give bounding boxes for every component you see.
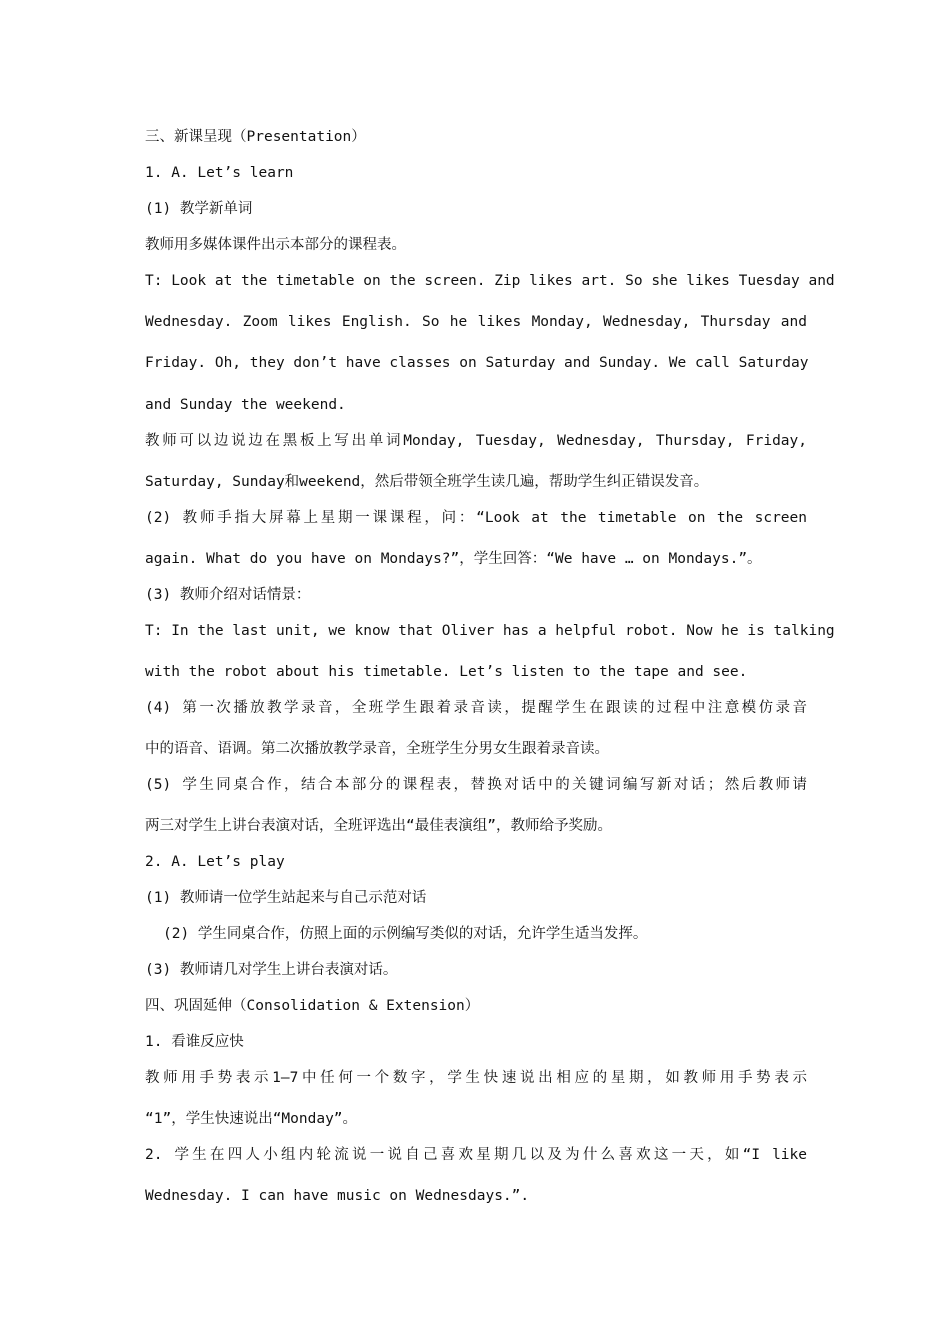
paragraph-line: again. What do you have on Mondays?”，学生回答：“We have … on Mondays.”。 bbox=[145, 551, 762, 567]
paragraph-line: (2) 教师手指大屏幕上星期一课课程，问：“Look at the timetable on the screen bbox=[145, 510, 807, 526]
paragraph-line: 中的语音、语调。第二次播放教学录音，全班学生分男女生跟着录音读。 bbox=[145, 741, 609, 757]
paragraph-line: Friday. Oh, they don’t have classes on Saturday and Sunday. We call Saturday bbox=[145, 355, 809, 371]
step-heading: (1) 教师请一位学生站起来与自己示范对话 bbox=[145, 890, 427, 906]
step-heading: (1) 教学新单词 bbox=[145, 201, 253, 217]
paragraph-line: (4) 第一次播放教学录音，全班学生跟着录音读，提醒学生在跟读的过程中注意模仿录音 bbox=[145, 700, 807, 716]
subsection-heading-lets-play: 2. A. Let’s play bbox=[145, 854, 285, 870]
paragraph-line: T: Look at the timetable on the screen. Zip likes art. So she likes Tuesday and bbox=[145, 273, 835, 289]
paragraph-line: 教师用多媒体课件出示本部分的课程表。 bbox=[145, 237, 406, 253]
paragraph-line: (5) 学生同桌合作，结合本部分的课程表，替换对话中的关键词编写新对话；然后教师请 bbox=[145, 777, 807, 793]
step-heading: (3) 教师介绍对话情景： bbox=[145, 587, 311, 603]
paragraph-line: 教师用手势表示1—7中任何一个数字，学生快速说出相应的星期，如教师用手势表示 bbox=[145, 1070, 807, 1086]
paragraph-line: 教师可以边说边在黑板上写出单词Monday, Tuesday, Wednesday, Thursday, Friday, bbox=[145, 433, 807, 449]
paragraph-line: 2. 学生在四人小组内轮流说一说自己喜欢星期几以及为什么喜欢这一天，如“I like bbox=[145, 1147, 807, 1163]
subsection-heading: 1. 看谁反应快 bbox=[145, 1034, 244, 1050]
paragraph-line: 两三对学生上讲台表演对话，全班评选出“最佳表演组”，教师给予奖励。 bbox=[145, 818, 612, 834]
section-heading-presentation: 三、新课呈现（Presentation） bbox=[145, 129, 366, 145]
paragraph-line: and Sunday the weekend. bbox=[145, 397, 346, 413]
section-heading-consolidation: 四、巩固延伸（Consolidation & Extension） bbox=[145, 998, 480, 1014]
step-heading: (2) 学生同桌合作，仿照上面的示例编写类似的对话，允许学生适当发挥。 bbox=[163, 926, 648, 942]
step-heading: (3) 教师请几对学生上讲台表演对话。 bbox=[145, 962, 398, 978]
paragraph-line: with the robot about his timetable. Let’s listen to the tape and see. bbox=[145, 664, 748, 680]
paragraph-line: Wednesday. I can have music on Wednesdays.”. bbox=[145, 1188, 530, 1204]
paragraph-line: “1”，学生快速说出“Monday”。 bbox=[145, 1111, 358, 1127]
subsection-heading-lets-learn: 1. A. Let’s learn bbox=[145, 165, 294, 181]
paragraph-line: Saturday, Sunday和weekend，然后带领全班学生读几遍，帮助学生纠正错误发音。 bbox=[145, 474, 709, 490]
paragraph-line: Wednesday. Zoom likes English. So he likes Monday, Wednesday, Thursday and bbox=[145, 314, 807, 330]
paragraph-line: T: In the last unit, we know that Oliver has a helpful robot. Now he is talking bbox=[145, 623, 835, 639]
